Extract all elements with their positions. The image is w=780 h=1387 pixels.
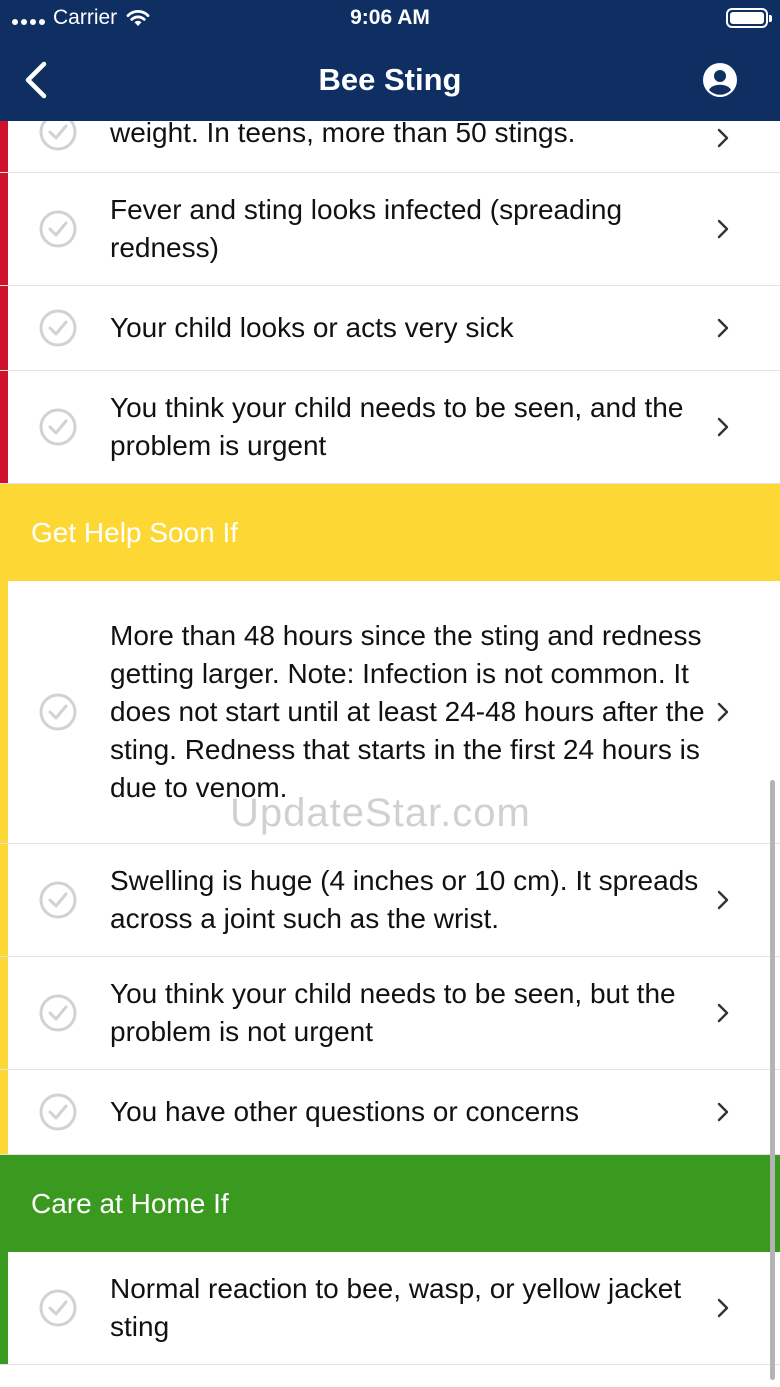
checkmark-circle-icon — [38, 308, 78, 348]
symptom-text: weight. In teens, more than 50 stings. — [110, 121, 576, 148]
status-time: 9:06 AM — [350, 6, 430, 29]
symptom-row[interactable] — [0, 121, 780, 173]
symptom-text: You think your child needs to be seen, and the problem is urgent — [110, 392, 684, 461]
symptom-row[interactable] — [0, 957, 780, 1070]
scrollbar[interactable] — [770, 780, 775, 1380]
account-icon[interactable] — [702, 62, 738, 98]
symptom-text: Fever and sting looks infected (spreading redness) — [110, 194, 623, 263]
symptom-text: Normal reaction to bee, wasp, or yellow jacket sting — [110, 1273, 682, 1342]
symptom-row[interactable] — [0, 1070, 780, 1155]
checkmark-circle-icon — [38, 209, 78, 249]
chevron-right-icon — [716, 415, 730, 439]
symptom-row[interactable] — [0, 844, 780, 957]
checkmark-circle-icon — [38, 993, 78, 1033]
checkmark-circle-icon — [38, 1092, 78, 1132]
symptom-row[interactable] — [0, 371, 780, 484]
sections-container — [0, 121, 780, 1365]
battery-icon — [726, 8, 768, 28]
checkmark-circle-icon — [38, 692, 78, 732]
nav-bar — [0, 40, 780, 121]
symptom-text: Swelling is huge (4 inches or 10 cm). It spreads across a joint such as the wrist. — [110, 865, 699, 934]
chevron-right-icon — [716, 217, 730, 241]
section-1 — [0, 484, 780, 1155]
chevron-right-icon — [716, 700, 730, 724]
watermark: UpdateStar.com — [230, 791, 531, 835]
section-rows — [0, 581, 780, 1155]
symptom-text: You think your child needs to be seen, but the problem is not urgent — [110, 978, 676, 1047]
section-2 — [0, 1155, 780, 1365]
chevron-right-icon — [716, 888, 730, 912]
chevron-right-icon — [716, 1001, 730, 1025]
chevron-right-icon — [716, 316, 730, 340]
section-0 — [0, 121, 780, 484]
status-bar — [0, 0, 780, 40]
section-header: Care at Home If — [0, 1155, 780, 1252]
symptom-row[interactable] — [0, 286, 780, 371]
header — [0, 0, 780, 121]
page-title: Bee Sting — [318, 62, 462, 97]
chevron-right-icon — [716, 1100, 730, 1124]
checkmark-circle-icon — [38, 1288, 78, 1328]
symptom-row[interactable] — [0, 173, 780, 286]
section-rows — [0, 1252, 780, 1365]
symptom-row[interactable] — [0, 1252, 780, 1365]
symptom-text: Your child looks or acts very sick — [110, 312, 514, 343]
section-header: Get Help Soon If — [0, 484, 780, 581]
section-rows — [0, 121, 780, 484]
chevron-right-icon — [716, 126, 730, 150]
carrier-label: Carrier — [53, 6, 118, 29]
checkmark-circle-icon — [38, 121, 78, 152]
symptom-row[interactable] — [0, 581, 780, 844]
symptom-text: You have other questions or concerns — [110, 1096, 580, 1127]
symptom-text: More than 48 hours since the sting and redness getting larger. Note: Infection is not common. It does not start until at least 24-48 hours after the sting. Redness that starts in the first 24 hours is due to venom. — [110, 620, 705, 803]
checkmark-circle-icon — [38, 407, 78, 447]
chevron-right-icon — [716, 1296, 730, 1320]
symptom-list[interactable] — [0, 121, 780, 1387]
checkmark-circle-icon — [38, 880, 78, 920]
